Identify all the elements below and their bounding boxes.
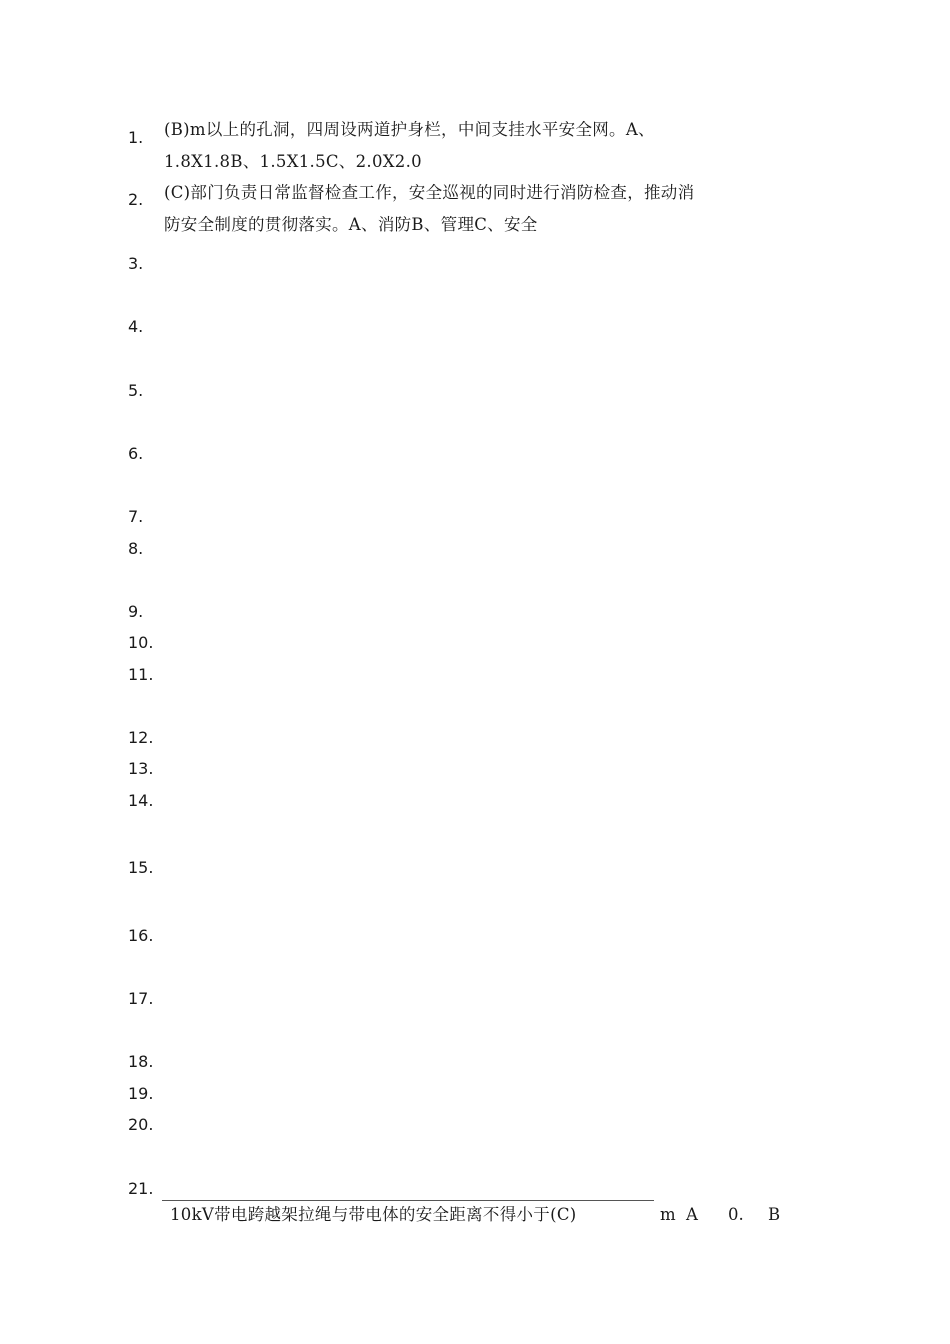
item-trailing-text: m bbox=[660, 1205, 676, 1224]
item-trailing-text: B bbox=[768, 1205, 781, 1224]
item-number: 16. bbox=[128, 926, 154, 945]
item-trailing-text: A bbox=[686, 1205, 698, 1224]
item-text-line: 1.8X1.8B、1.5X1.5C、2.0X2.0 bbox=[164, 152, 422, 171]
item-number: 3. bbox=[128, 254, 144, 273]
item-number: 11. bbox=[128, 665, 154, 684]
item-text-line: 防安全制度的贯彻落实。A、消防B、管理C、安全 bbox=[164, 215, 538, 234]
item-number: 4. bbox=[128, 317, 144, 336]
item-number: 1. bbox=[128, 128, 144, 147]
item-number: 19. bbox=[128, 1084, 154, 1103]
item-number: 2. bbox=[128, 190, 144, 209]
item-number: 8. bbox=[128, 539, 144, 558]
item-number: 10. bbox=[128, 633, 154, 652]
item-number: 15. bbox=[128, 858, 154, 877]
item-number: 9. bbox=[128, 602, 144, 621]
item-number: 14. bbox=[128, 791, 154, 810]
item-number: 21. bbox=[128, 1179, 154, 1198]
answer-blank-rule bbox=[162, 1200, 654, 1201]
item-text-line: (C)部门负责日常监督检查工作，安全巡视的同时进行消防检查，推动消 bbox=[164, 183, 695, 202]
item-number: 12. bbox=[128, 728, 154, 747]
item-number: 5. bbox=[128, 381, 144, 400]
item-text-line: (B)m以上的孔洞，四周设两道护身栏，中间支挂水平安全网。A、 bbox=[164, 120, 655, 139]
item-number: 6. bbox=[128, 444, 144, 463]
item-number: 20. bbox=[128, 1115, 154, 1134]
item-number: 7. bbox=[128, 507, 144, 526]
item-number: 18. bbox=[128, 1052, 154, 1071]
item-number: 17. bbox=[128, 989, 154, 1008]
item-trailing-text: 0. bbox=[728, 1205, 744, 1224]
item-text-line: 10kV带电跨越架拉绳与带电体的安全距离不得小于(C) bbox=[170, 1205, 577, 1224]
item-number: 13. bbox=[128, 759, 154, 778]
